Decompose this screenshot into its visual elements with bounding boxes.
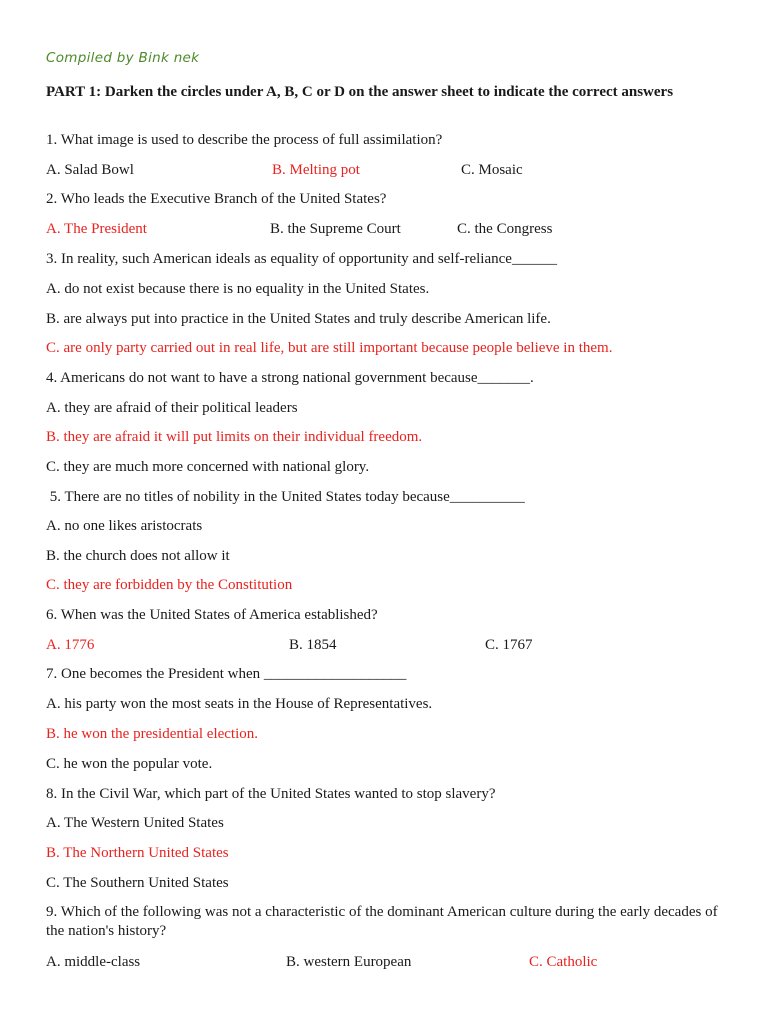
- question-6: 6. When was the United States of America established?: [46, 607, 378, 623]
- q7-option-c: C. he won the popular vote.: [46, 756, 213, 772]
- question-2: 2. Who leads the Executive Branch of the United States?: [46, 191, 387, 207]
- q4-option-a: A. they are afraid of their political leaders: [46, 400, 298, 416]
- q1-option-a: A. Salad Bowl: [46, 162, 134, 178]
- q7-option-a: A. his party won the most seats in the House of Representatives.: [46, 696, 433, 712]
- question-3: 3. In reality, such American ideals as equality of opportunity and self-reliance______: [46, 251, 557, 267]
- q5-option-b: B. the church does not allow it: [46, 548, 230, 564]
- q5-option-a: A. no one likes aristocrats: [46, 518, 203, 534]
- q3-option-b: B. are always put into practice in the United States and truly describe American life.: [46, 311, 551, 327]
- q8-option-c: C. The Southern United States: [46, 875, 229, 891]
- q4-option-b-answer: B. they are afraid it will put limits on their individual freedom.: [46, 429, 423, 445]
- q9-option-b: B. western European: [286, 954, 412, 970]
- q1-option-c: C. Mosaic: [461, 162, 523, 178]
- q5-option-c-answer: C. they are forbidden by the Constitution: [46, 577, 293, 593]
- question-4: 4. Americans do not want to have a strong national government because_______.: [46, 370, 534, 386]
- q9-option-c-answer: C. Catholic: [529, 954, 598, 970]
- question-1: 1. What image is used to describe the process of full assimilation?: [46, 132, 443, 148]
- q2-option-a-answer: A. The President: [46, 221, 147, 237]
- q2-option-c: C. the Congress: [457, 221, 553, 237]
- q8-option-a: A. The Western United States: [46, 815, 224, 831]
- q9-option-a: A. middle-class: [46, 954, 141, 970]
- q8-option-b-answer: B. The Northern United States: [46, 845, 229, 861]
- question-7: 7. One becomes the President when ___________________: [46, 666, 407, 682]
- q6-option-b: B. 1854: [289, 637, 337, 653]
- q4-option-c: C. they are much more concerned with national glory.: [46, 459, 370, 475]
- question-8: 8. In the Civil War, which part of the United States wanted to stop slavery?: [46, 786, 496, 802]
- q6-option-c: C. 1767: [485, 637, 533, 653]
- q2-option-b: B. the Supreme Court: [270, 221, 401, 237]
- part-heading: PART 1: Darken the circles under A, B, C or D on the answer sheet to indicate the correct answers: [46, 84, 674, 100]
- question-5: 5. There are no titles of nobility in the United States today because__________: [46, 489, 525, 505]
- q3-option-c-answer: C. are only party carried out in real life, but are still important because people believe in them.: [46, 340, 613, 356]
- q1-option-b-answer: B. Melting pot: [272, 162, 360, 178]
- q6-option-a-answer: A. 1776: [46, 637, 95, 653]
- compiler-credit: Compiled by Bink nek: [46, 50, 200, 66]
- question-9: 9. Which of the following was not a characteristic of the dominant American culture during the early decades of the nation's history?: [46, 904, 718, 939]
- q3-option-a: A. do not exist because there is no equality in the United States.: [46, 281, 430, 297]
- q7-option-b-answer: B. he won the presidential election.: [46, 726, 259, 742]
